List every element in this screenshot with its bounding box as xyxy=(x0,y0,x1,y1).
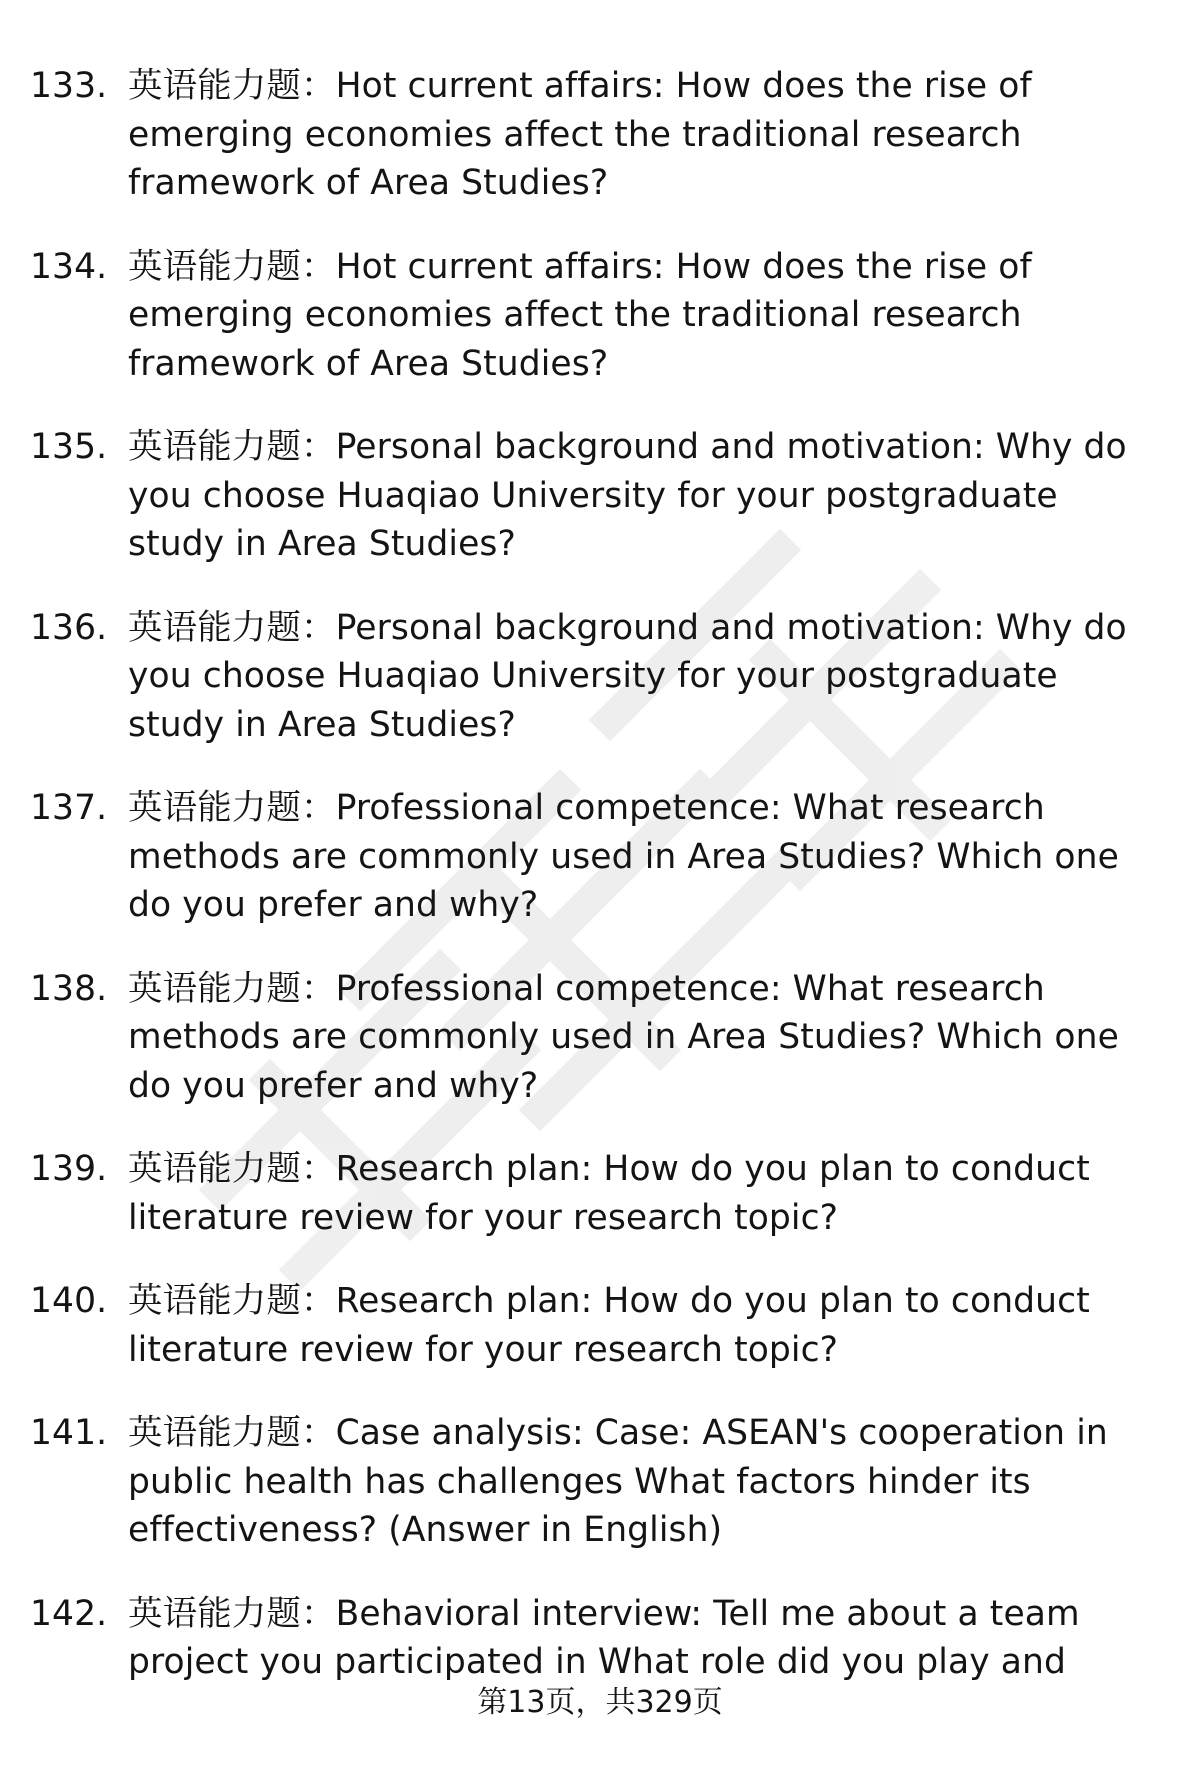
question-text: 英语能力题：Professional competence: What research methods are commonly used in Area Studies? Which one do you prefer and why? xyxy=(128,968,1119,1106)
page-footer xyxy=(0,1683,1200,1723)
question-text: 英语能力题：Behavioral interview: Tell me about a team project you participated in What role did you play and xyxy=(128,1593,1080,1682)
question-list xyxy=(0,62,1200,1770)
question-text: 英语能力题：Hot current affairs: How does the rise of emerging economies affect the traditional research framework of Area Studies? xyxy=(128,66,1032,203)
question-text: 英语能力题：Research plan: How do you plan to conduct literature review for your research topic? xyxy=(128,1281,1090,1370)
question-item xyxy=(0,62,1200,208)
question-number: 136. xyxy=(30,607,108,648)
question-item xyxy=(0,1409,1200,1555)
question-text: 英语能力题：Hot current affairs: How does the rise of emerging economies affect the traditional research framework of Area Studies? xyxy=(128,246,1032,384)
question-text: 英语能力题：Research plan: How do you plan to conduct literature review for your research topic? xyxy=(128,1149,1090,1238)
question-number: 141. xyxy=(30,1413,108,1453)
question-number: 134. xyxy=(30,246,108,287)
question-text: 英语能力题：Professional competence: What research methods are commonly used in Area Studies? Which one do you prefer and why? xyxy=(128,788,1119,925)
question-item xyxy=(0,784,1200,930)
question-number: 133. xyxy=(30,66,108,106)
question-item xyxy=(0,423,1200,569)
question-number: 137. xyxy=(30,788,108,828)
question-text: 英语能力题：Personal background and motivation: Why do you choose Huaqiao University for your postgraduate study in Area Studies? xyxy=(128,607,1127,745)
page-number-label: 第13页，共329页 xyxy=(477,1685,723,1720)
question-number: 135. xyxy=(30,427,108,467)
question-text: 英语能力题：Personal background and motivation: Why do you choose Huaqiao University for your postgraduate study in Area Studies? xyxy=(128,427,1127,564)
question-item xyxy=(0,1277,1200,1374)
question-text: 英语能力题：Case analysis: Case: ASEAN's cooperation in public health has challenges What factors hinder its effectiveness? (Answer in English) xyxy=(128,1413,1108,1550)
question-number: 142. xyxy=(30,1593,108,1634)
question-item xyxy=(0,243,1200,389)
question-item xyxy=(0,604,1200,750)
question-item xyxy=(0,965,1200,1111)
question-number: 140. xyxy=(30,1281,108,1321)
question-number: 139. xyxy=(30,1149,108,1189)
question-item xyxy=(0,1145,1200,1242)
question-number: 138. xyxy=(30,968,108,1009)
